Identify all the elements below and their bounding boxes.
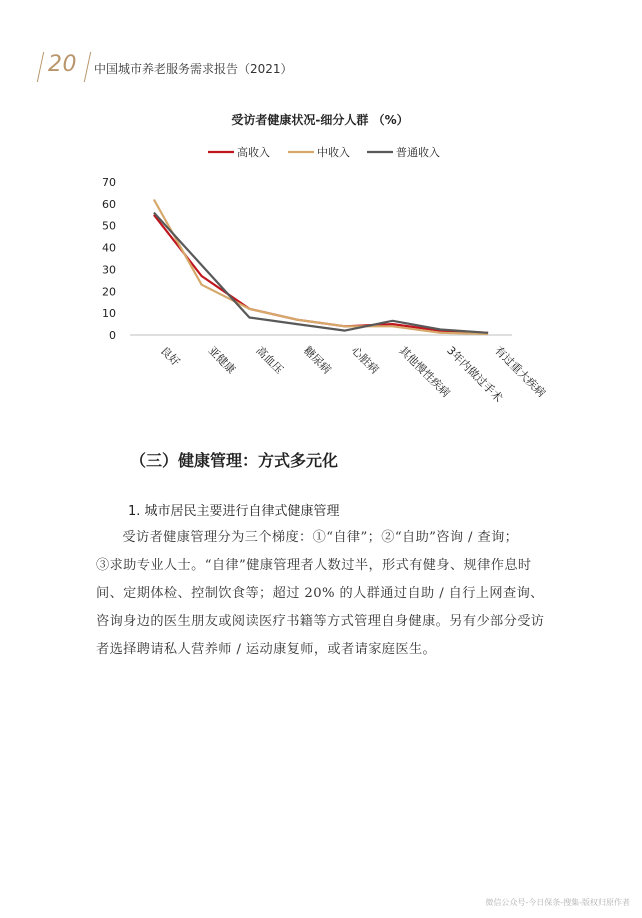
- x-tick-label: 有过重大疾病: [492, 343, 548, 400]
- y-tick-label: 20: [102, 285, 116, 299]
- header-divider: [37, 52, 44, 82]
- x-tick-label: 心脏病: [348, 343, 382, 377]
- series-line: [154, 215, 488, 333]
- y-tick-label: 50: [102, 219, 116, 233]
- x-tick-label: 糖尿病: [301, 343, 334, 377]
- x-tick-label: 其他慢性疾病: [396, 343, 453, 400]
- chart-axes: [102, 176, 512, 342]
- legend-label: 中收入: [317, 146, 350, 159]
- body-paragraph: [96, 524, 552, 664]
- y-tick-label: 60: [102, 197, 116, 211]
- health-status-line-chart: [0, 100, 642, 420]
- paragraph-line: 受访者健康管理分为三个梯度：①“自律”；②“自助”咨询 / 查询；: [122, 530, 519, 545]
- section-heading: （三）健康管理：方式多元化: [130, 451, 339, 470]
- page-number: 20: [48, 52, 77, 77]
- y-tick-label: 40: [102, 241, 116, 255]
- y-tick-label: 10: [102, 307, 116, 321]
- chart-series: [154, 200, 488, 334]
- chart-title: 受访者健康状况-细分人群 （%）: [231, 113, 409, 127]
- y-tick-label: 0: [109, 329, 116, 342]
- page-header: [30, 50, 590, 84]
- legend-label: 普通收入: [396, 146, 440, 159]
- watermark: 微信公众号-今日保条-搜集-版权归原作者: [485, 898, 630, 907]
- paragraph-text: ③求助专业人士。“自律”健康管理者人数过半，形式有健身、规律作息时间、定期体检、控制饮食等；超过 20% 的人群通过自助 / 自行上网查询、咨询身边的医生朋友或阅读医疗书籍等方式管理自身健康。另有少部分受访者选择聘请私人营养师 / 运动康复师，或者请家庭医生。: [96, 558, 545, 657]
- series-line: [154, 213, 488, 333]
- x-tick-label: 3年内做过手术: [444, 343, 506, 405]
- y-tick-label: 70: [102, 176, 116, 189]
- chart-legend: [208, 145, 440, 159]
- legend-label: 高收入: [237, 146, 270, 159]
- report-title: 中国城市养老服务需求报告（2021）: [94, 62, 293, 76]
- header-divider: [84, 52, 91, 82]
- x-tick-label: 良好: [157, 343, 183, 369]
- x-tick-label: 亚健康: [205, 343, 239, 377]
- y-tick-label: 30: [102, 263, 116, 277]
- x-tick-label: 高血压: [253, 343, 286, 377]
- x-axis-labels: [158, 343, 549, 405]
- sub-heading: 1. 城市居民主要进行自律式健康管理: [128, 504, 340, 519]
